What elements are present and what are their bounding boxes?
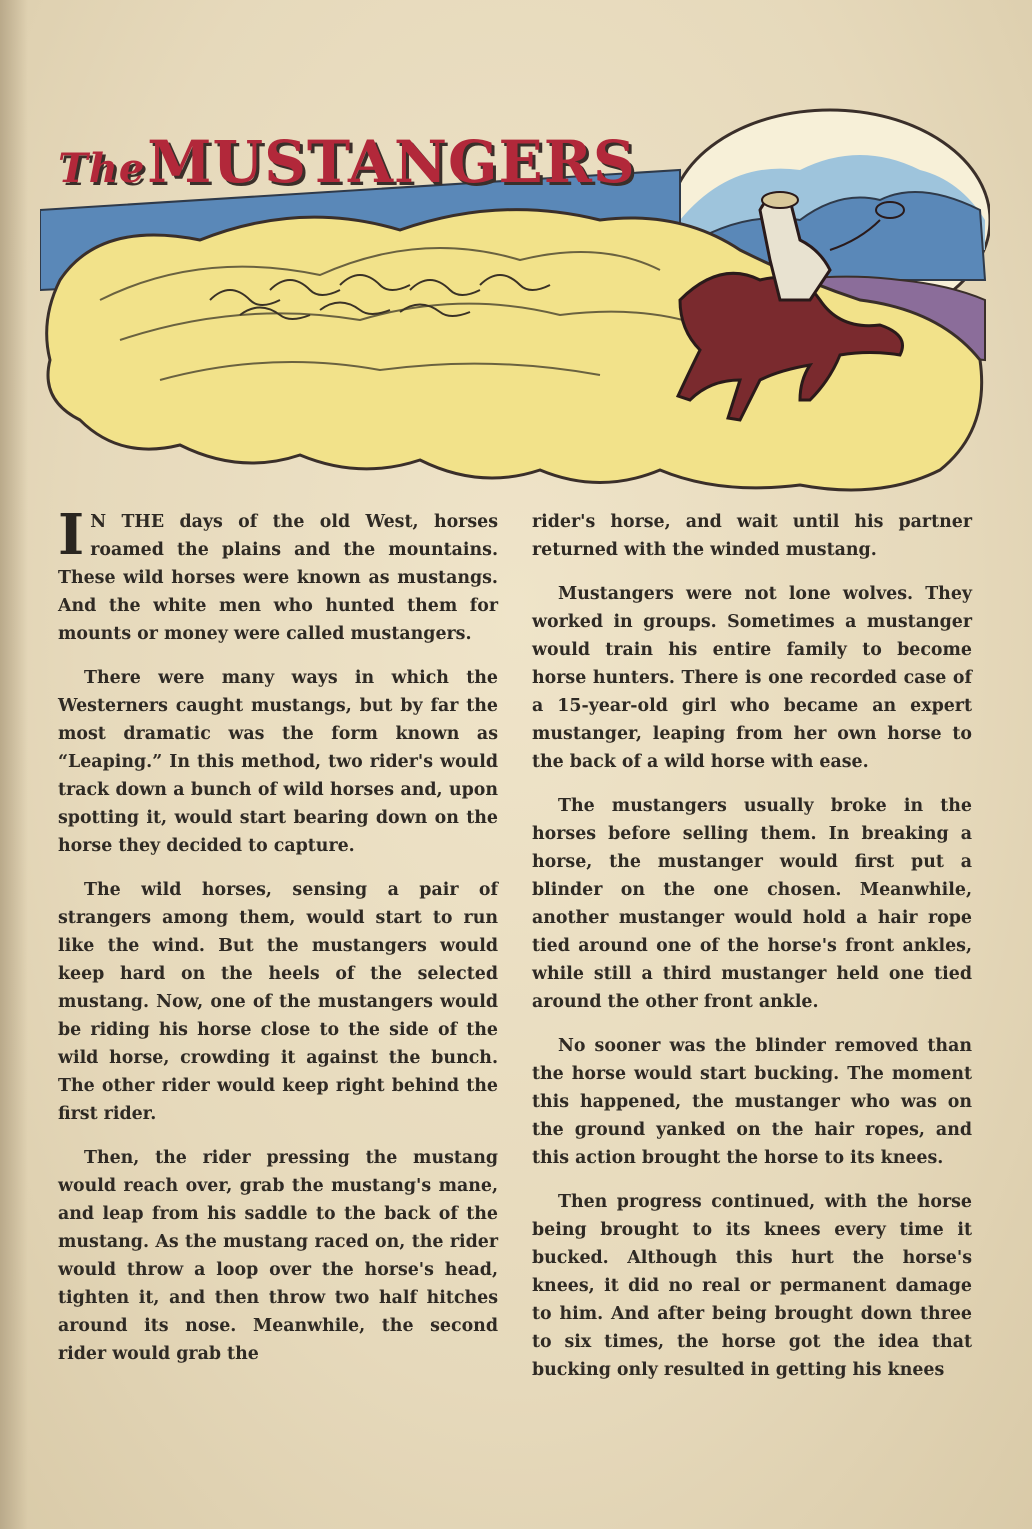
paragraph: Then progress continued, with the horse being brought to its knees every time it bucked. Although this hurt the horse's knees, it did no real or permanent damage to him. And after being brought down three to six times, the horse got the idea that bucking only resulted in getting his knees: [532, 1192, 972, 1380]
paragraph: Then, the rider pressing the mustang would reach over, grab the mustang's mane, and leap from his saddle to the back of the mustang. As the mustang raced on, the rider would throw a loop over the horse's head, tighten it, and then throw two half hitches around its nose. Meanwhile, the second rider would grab the: [58, 1148, 498, 1364]
paragraph-text: N THE days of the old West, horses roamed the plains and the mountains. These wild horses were known as mustangs. And the white men who hunted them for mounts or money were called mustangers.: [58, 512, 498, 644]
paragraph: [58, 502, 498, 648]
page-title: [58, 128, 636, 196]
title-main: MUSTANGERS: [147, 128, 636, 196]
paragraph: Mustangers were not lone wolves. They worked in groups. Sometimes a mustanger would train his entire family to become horse hunters. There is one recorded case of a 15-year-old girl who became an expert mustanger, leaping from her own horse to the back of a wild horse with ease.: [532, 584, 972, 772]
left-column: [58, 502, 498, 1384]
paragraph: There were many ways in which the Westerners caught mustangs, but by far the most dramatic was the form known as “Leaping.” In this method, two rider's would track down a bunch of wild horses and, upon spotting it, would start bearing down on the horse they decided to capture.: [58, 668, 498, 856]
paragraph: No sooner was the blinder removed than the horse would start bucking. The moment this happened, the mustanger who was on the ground yanked on the hair ropes, and this action brought the horse to its knees.: [532, 1036, 972, 1168]
title-prefix: The: [58, 145, 146, 192]
paragraph: The wild horses, sensing a pair of strangers among them, would start to run like the wind. But the mustangers would keep hard on the heels of the selected mustang. Now, one of the mustangers would be riding his horse close to the side of the wild horse, crowding it against the bunch. The other rider would keep right behind the first rider.: [58, 880, 498, 1124]
drop-cap: I: [58, 502, 85, 568]
paragraph: rider's horse, and wait until his partner returned with the winded mustang.: [532, 512, 972, 560]
right-column: [532, 508, 972, 1400]
gutter-shadow: [0, 0, 28, 1529]
paragraph: The mustangers usually broke in the horses before selling them. In breaking a horse, the mustanger would first put a blinder on the one chosen. Meanwhile, another mustanger would hold a hair rope tied around one of the horse's front ankles, while still a third mustanger held one tied around the other front ankle.: [532, 796, 972, 1012]
